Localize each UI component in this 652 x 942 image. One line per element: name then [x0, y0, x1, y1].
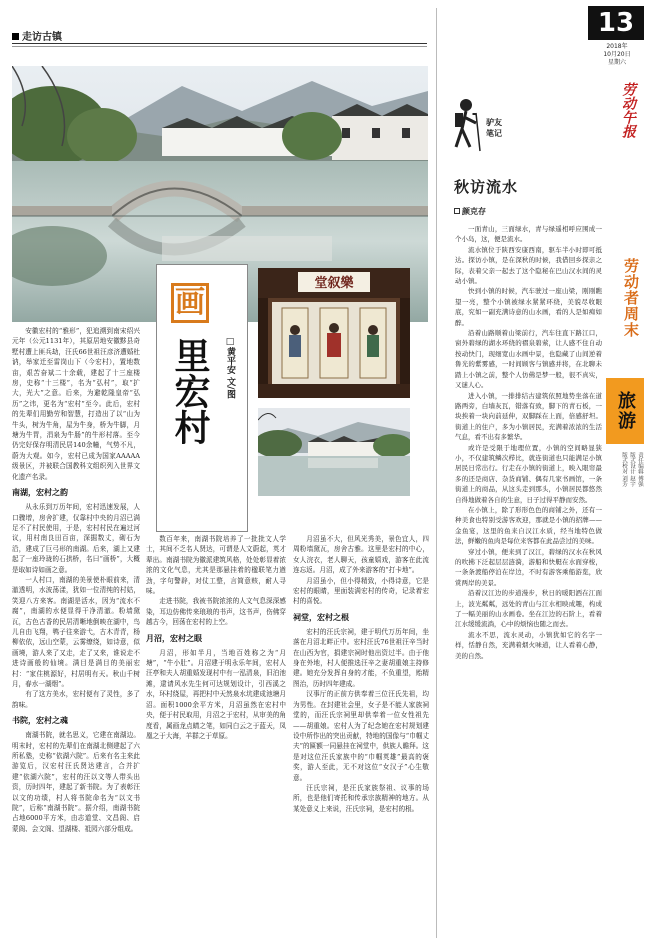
supplement-label: 劳动者周末	[622, 258, 640, 338]
village-lake-photo	[258, 408, 410, 496]
article-byline: □黄平安 文/图	[225, 337, 235, 399]
article1-column-2: 数百年来，南湖书院培养了一批批文人学士，其间不乏名人贤达，可谓是人文蔚起，英才辈出。南湖书院为徽派建筑风格，处处彰显着浓浓的文化气息，尤其是那悬挂着的楹联笔力遒劲，字句警辟，对仗工整，言简意赅，耐人寻味。 走进书院，我被书院浓浓的人文气息深深感染，耳边仿佛传来琅琅的书声，这书声，伤佛穿越古今，回荡在宏村的上空。 月沼，宏村之眼 月沼，形如半月，当地百姓称之为“月塘”，“牛小肚”。月沼建于明永乐年间，宏村人汪亭和夫人胡重婚发现村中有一泓清泉，旧泊池滩，逮请风水先生何可达规划设计，引西溪之水，环村绕屋，再把村中天然泉水坑建成池塘月沼。面积1000余平方米，月沼虽然在宏村中央，便于村民取用，月沼之于宏村，从审美的角度看，属画龙点睛之笔，如同白云之于蓝天，凤凰之于大海，羊群之于草原。	[146, 535, 286, 740]
hall-plaque-text: 堂叙樂	[314, 276, 354, 291]
article-title-block	[156, 264, 248, 532]
section-tag: 旅游	[606, 378, 644, 444]
title-first-char: 画	[171, 283, 209, 323]
subhead-yuezhao: 月沼，宏村之眼	[146, 633, 202, 643]
article-title: 里宏村	[169, 337, 210, 445]
travel-notes-logo	[446, 95, 526, 159]
article2-body: 一面青山，三面绿水，青与绿遥相呼应围成一个小岛，这，便是流水。 流水镇位于陕西安康西南，驱车半小时即可抵达。探访小镇，是在深秋的时候，我借回乡探亲之际，表着父亲一起去了这个隐秘在巴山汉水间的灵动小镇。 快到小镇的时候，汽车驶过一座山梁，刚刚瞧望一亮，整个小镇被绿水紧紧环绕，美貌尽收眼底，究如一副充满诗意的山水画，看的人是如痴如醉。 沿着山路顺着山梁前行，汽车往直下路江口，窗外碧绿的湖水环绕的褶泉碧萦，让人感不住自动按动快门，现细宽山水画中景，也隐藏了山间逆着鲁光的紫雾感，一时间顾客与镇感并将，在北聊未踏上小镇之前，整个人仿佛是梦一般，很不真实，又谜人心。 进入小镇，一排排结古建筑依照地势坐落在道路两旁，白墙灰瓦，错落有致，脚下的青石板，一块挨着一块向前延伸，双脚踩在上面，倍感舒坦。街道上的住户，多为小镇居民，充满着浓浓的生活气息，看不出有多繁华。 或许是受限于地理位置，小镇的空间略显狭小，不仅建筑鳞次栉比，就连街道也只能满足小镇居民日常出行。行走在小镇的街道上，映入眼帘最多的还是商店、杂货商铺、偶有几家书画馆，一条街道上的商品，从这头走到那头，小镇居民都悠然自得地做着各自的生意，日子过得平静而安然。 在小镇上，除了形形色色的商铺之外，还有一种美食也特别受游客欢迎，那就是小镇的招牌——金鱼宴，这里的鱼来自汉江水质，经当地特色做法，鲜嫩的鱼肉是每位来客都在此品尝过的美味。 穿过小镇，便来到了汉江，碧绿的汉水在秋风的吹拂下泛起层层涟漪，游船和快艇在水面穿梭，一条条渡船停泊在岸边，不时有游客乘船游览，欣赏两岸的美景。 沿着汉江边的步道漫步，秋日的暖阳洒在江面上，波光粼粼，远处的青山与江水相映成趣，构成了一幅美丽的山水画卷。坐在江边的石阶上，看着江水缓缓流淌，心中的烦恼也随之而去。 流水不思，流水灵动，小镇犹如它的名字一样，恬静自然，充满着烟火味道，让人看着心静，美的自然。	[455, 225, 602, 660]
hiker-icon	[460, 99, 472, 111]
newspaper-name: 劳动午报	[620, 82, 636, 138]
header-rule-thin	[12, 46, 427, 47]
subhead-citang: 祠堂，宏村之根	[293, 612, 349, 622]
logo-text-1: 驴友	[486, 118, 502, 127]
square-bullet-icon	[12, 33, 19, 40]
logo-text-2: 笔记	[486, 129, 502, 138]
page-number: 13	[588, 6, 644, 40]
column-divider	[436, 8, 437, 938]
issue-date: 2018年 10月20日 星期六	[603, 43, 631, 66]
square-bullet-icon	[454, 208, 460, 214]
article1-column-1: 安徽宏村的“雅形”，犯追溯到南宋绍兴元年（公元1131年），其原居地安徽黟县奇墅村遭上匪兵劫，汪氏66世祖汪彦济遭婚杜讷，举家迁至雷岗山下（今宏村），置地数亩，艰苦奋斌二十余载，建起了十三座楼房，史称“十三楼”，名为“弘村”，取“扩大，光大”之意。后来，为避乾隆皇帝“弘历”之讳，更名为“宏村”至今。此后，宏村的先辈们用勤劳和智慧，打造出了以“山为牛头，树为牛角，屋为牛身，桥为牛脚，月塘为牛胃，涓泉为牛肠”的牛形村落。至今仍完好保存明清民居140余幢，气势不凡，蔚为大观。如今，宏村已成为国家AAAAA级景区，并被联合国教科文组织列入世界文化遗产名录。 南湖，宏村之韵 从永乐到万历年间，宏村迅速发展，人口骤增，房舍扩建，仅靠村中央的月沼已满足不了村民使用，于是，宏村村民在遍过河议，用村南良田百亩，深掘数丈，砌石为沿，建成了巨弓形的南湖。后来，湖上又建起了一座玲珑的石拱桥，名曰“画桥”，大概是取如诗如画之意。 一人村口，南湖的美景使朴眼前来，清澈透明，水波荡漾，犹如一位清纯的村姑，笑迎八方来客。南湖是活水，因为“流水不腐”，南湖的水便显得干净清澈。粉墙黛瓦，古色古香的民居清晰地倒映在湖中，鸟儿自由飞翔，鸭子往来游弋，古木青青，杨柳依依，远山空蒙，云雾缭绕，如诗意，似画境，游人来了又走，走了又来，谁说走不进诗画般的仙境。满目是满目的美丽宏村：“家住桃源好，村居明有天。秋山千树月，春水一湖烟”。 有了这方美水，宏村便有了灵性，多了韵味。 书院，宏村之魂 南湖书院，就名思义，它建在南湖边。明末时，宏村的先辈们在南湖北侧建起了六所私塾，史称“依湖六院”。后来有名主来此游览后，汉宏村汪氏贤达建言，合并扩建“依湖六院”，宏村的汪以文等人带头出资，历时四年，建起了新书院。为了表彰汪以文的功绩，村人将书院命名为“以文书院”，后称“南湖书院”。据介绍，南湖书院占地6000平方米，由志道堂、文昌阁、启蒙阁、会文阁、望湖楼、祗园六部分组成。	[12, 327, 140, 833]
subhead-nanhu: 南湖，宏村之韵	[12, 488, 68, 498]
section-header: 走访古镇	[12, 28, 62, 43]
article2-title: 秋访流水	[454, 178, 519, 196]
article2-author: 颜克存	[454, 206, 486, 217]
header-rule	[12, 43, 427, 44]
ancestral-hall-photo	[258, 268, 410, 398]
subhead-shuyuan: 书院，宏村之魂	[12, 716, 68, 726]
editorial-credits: 责任编辑 傅强 版式设计 赵宇 版式校对 刘芳	[621, 452, 643, 487]
article1-column-3: 月沼虽不大，但风光秀美，景色宜人，四周粉墙黛瓦，房舍古雅。这里是宏村的中心，女人浣衣，老人聊天，孩童嬉戏，游客在此流连忘返。月沼，成了外来游客的“打卡地”。 月沼虽小，但小得精致，小得诗意，它是宏村的眼睛，里面装满宏村的传奇，记录着宏村的喜悦。 祠堂，宏村之根 宏村的汪氏宗祠，建于明代万历年间，坐落在月沼北畔正中。宏村汪氏76世祖汪辛当时在山西为官，捐建宗祠时他出资过半。由于他身在外地，村人便推选汪辛之妻胡重娘主持修建。她充分发挥自身的才能，不负重望，贻精图治，历时四年建成。 汉事厅的正前方供奉着三位汪氏先祖，均为男性。在封建社会里，女子是不能人家族祠堂的，而汪氏宗祠里却供奉着一位女性祖先——胡重娘。宏村人为了纪念她在宏村规划建设中所作出的突出贡献，特地的国像与“巾帼丈夫”的匾额一同悬挂在祠堂中，供族人瞻拜。这是对这位汪氏家族中的“巾帼英雄”最高的褒奖，游人至此，无不对这位“女汉子”心生敬意。 汪氏宗祠，是汪氏家族祭祖、议事的场所，也是他们寄托和传承宗族精神的地方。从某处意义上来说，汪氏宗祠，是宏村的根。	[293, 535, 429, 813]
